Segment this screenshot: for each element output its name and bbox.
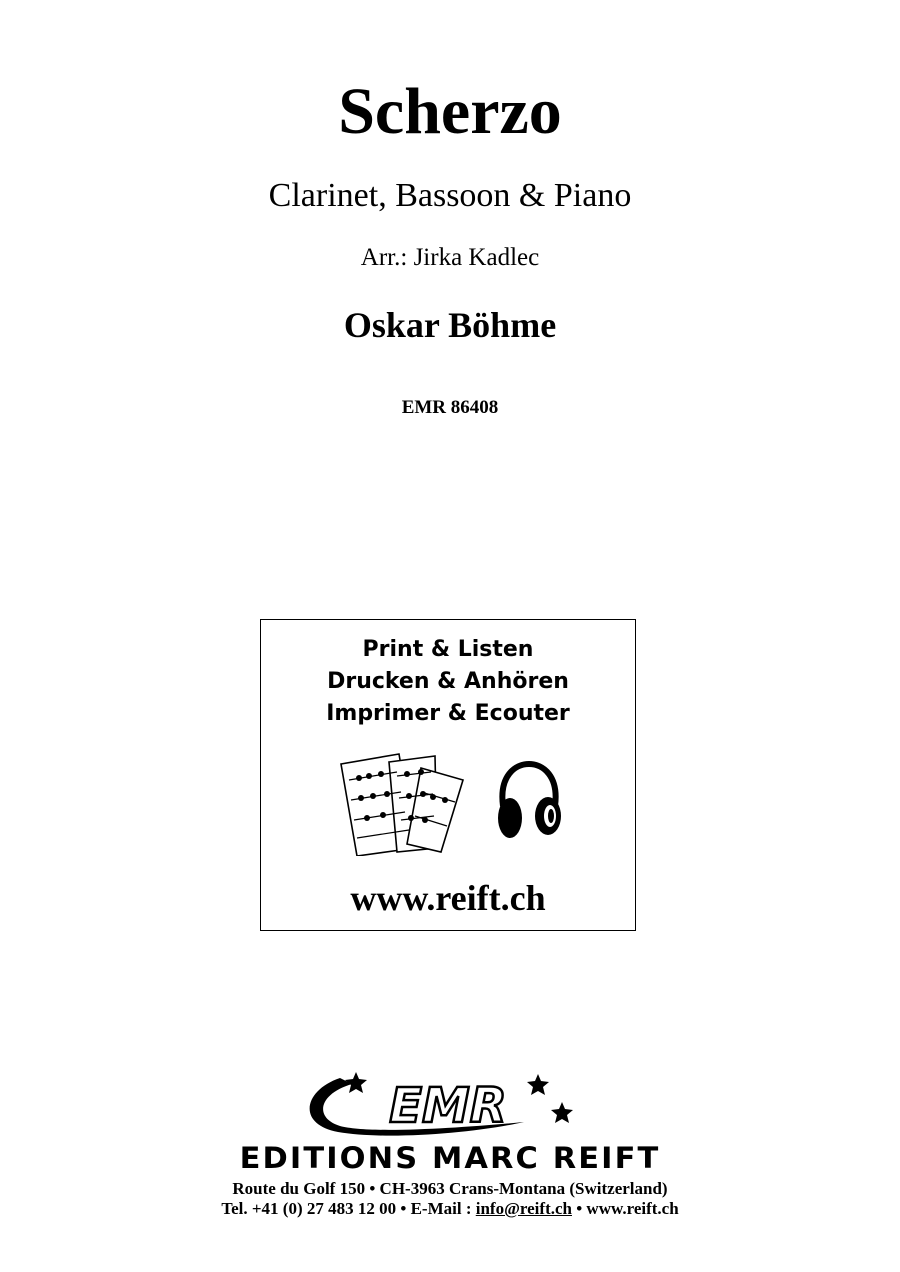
emr-logo-text: EMR: [389, 1078, 507, 1134]
score-title: Scherzo: [338, 75, 562, 148]
email-link[interactable]: info@reift.ch: [475, 1199, 572, 1218]
instrumentation: Clarinet, Bassoon & Piano: [268, 177, 632, 214]
headphones-icon: [493, 760, 565, 842]
publisher-address: Route du Golf 150 • CH-3963 Crans-Montana (Switzerland): [232, 1179, 668, 1198]
catalog-number: EMR 86408: [401, 397, 499, 418]
promo-line-english: Print & Listen: [362, 637, 534, 662]
promo-line-french: Imprimer & Ecouter: [326, 701, 570, 726]
promo-line-german: Drucken & Anhören: [327, 669, 569, 694]
print-listen-box: [260, 619, 636, 931]
composer: Oskar Böhme: [343, 305, 557, 345]
contact-website[interactable]: • www.reift.ch: [571, 1199, 679, 1218]
sheet-music-icon: [337, 752, 469, 856]
publisher-contact: [0, 1198, 900, 1220]
promo-website[interactable]: www.reift.ch: [350, 878, 546, 918]
publisher-wordmark: EDITIONS MARC REIFT: [239, 1141, 661, 1175]
contact-phone: Tel. +41 (0) 27 483 12 00 • E-Mail :: [221, 1199, 476, 1218]
emr-logo-icon: [300, 1072, 590, 1148]
arranger: Arr.: Jirka Kadlec: [360, 244, 540, 271]
